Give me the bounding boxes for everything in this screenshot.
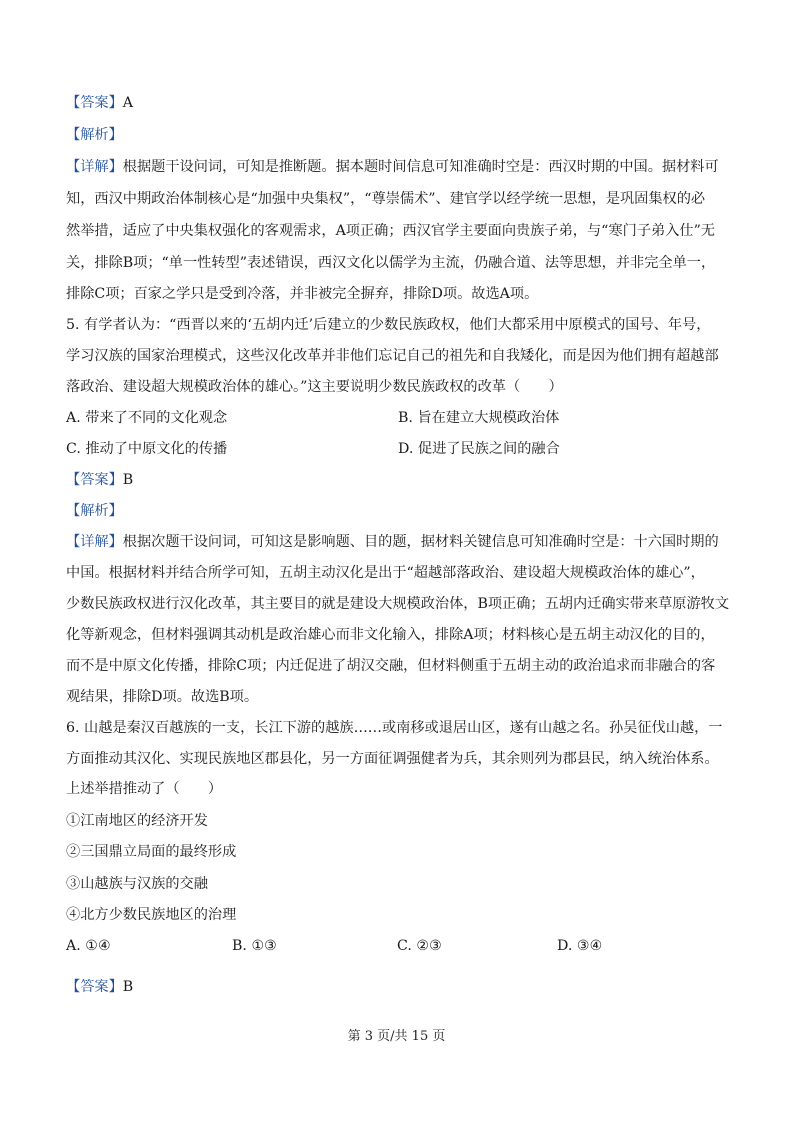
q4-detail-line: 关，排除B项；“单一性转型”表述错误，西汉文化以儒学为主流，仍融合道、法等思想，并非完全单一，	[66, 255, 716, 271]
answer-tag: 【答案】	[66, 472, 123, 488]
q5-answer	[66, 469, 736, 491]
q6-item: ②三国鼎立局面的最终形成	[66, 844, 237, 860]
q4-detail-line	[66, 156, 736, 178]
q6-option-c: C. ②③	[397, 938, 442, 954]
q5-option-c: C. 推动了中原文化的传播	[66, 441, 228, 457]
q6-item: ③山越族与汉族的交融	[66, 876, 208, 892]
detail-text: 根据次题干设问词，可知这是影响题、目的题，据材料关键信息可知准确时空是：十六国时期的	[122, 534, 719, 550]
q5-option-b: B. 旨在建立大规模政治体	[398, 410, 560, 426]
answer-tag: 【答案】	[66, 979, 123, 995]
page-footer: 第 3 页/共 15 页	[347, 1029, 446, 1044]
q6-answer	[66, 976, 736, 998]
answer-tag: 【答案】	[66, 95, 123, 111]
q6-option-a: A. ①④	[66, 938, 111, 954]
q4-answer	[66, 92, 736, 114]
q4-detail-line: 排除C项；百家之学只是受到冷落，并非被完全摒弃，排除D项。故选A项。	[66, 286, 539, 302]
q5-detail-line: 观结果，排除D项。故选B项。	[66, 689, 259, 705]
detail-text: 根据题干设问词，可知是推断题。据本题时间信息可知准确时空是：西汉时期的中国。据材料可	[122, 159, 719, 175]
q6-stem-line: 6. 山越是秦汉百越族的一支，长江下游的越族……或南移或退居山区，遂有山越之名。孙吴征伐山越，一	[66, 720, 723, 736]
q5-stem-line: 落政治、建设超大规模政治体的雄心。”这主要说明少数民族政权的改革（ ）	[66, 379, 563, 395]
q6-stem-line: 上述举措推动了（ ）	[66, 781, 223, 797]
q6-option-d: D. ③④	[557, 938, 603, 954]
q5-detail-line: 化等新观念，但材料强调其动机是政治雄心而非文化输入，排除A项；材料核心是五胡主动汉化的目的，	[66, 627, 715, 643]
q5-analysis-tag: 【解析】	[66, 503, 123, 519]
q5-detail-line	[66, 531, 736, 553]
q6-item: ①江南地区的经济开发	[66, 813, 208, 829]
q6-stem-line: 方面推动其汉化、实现民族地区郡县化，另一方面征调强健者为兵，其余则列为郡县民，纳入统治体系。	[66, 751, 719, 767]
q6-option-b: B. ①③	[232, 938, 277, 954]
detail-tag: 【详解】	[66, 534, 123, 550]
q5-detail-line: 中国。根据材料并结合所学可知，五胡主动汉化是出于“超越部落政治、建设超大规模政治体的雄心”，	[66, 565, 705, 581]
q5-option-d: D. 促进了民族之间的融合	[398, 441, 560, 457]
q5-detail-line: 少数民族政权进行汉化改革，其主要目的就是建设大规模政治体，B项正确；五胡内迁确实带来草原游牧文	[66, 596, 730, 612]
q4-detail-line: 然举措，适应了中央集权强化的客观需求，A项正确；西汉官学主要面向贵族子弟，与“寒门子弟入仕”无	[66, 223, 716, 239]
answer-value: B	[122, 472, 134, 488]
q5-detail-line: 而不是中原文化传播，排除C项；内迁促进了胡汉交融，但材料侧重于五胡主动的政治追求而非融合的客	[66, 658, 716, 674]
q4-detail-line: 知，西汉中期政治体制核心是“加强中央集权”，“尊崇儒术”、建官学以经学统一思想，是巩固集权的必	[66, 191, 706, 207]
detail-tag: 【详解】	[66, 159, 123, 175]
q6-item: ④北方少数民族地区的治理	[66, 907, 237, 923]
q4-analysis-tag: 【解析】	[66, 127, 123, 143]
answer-value: A	[122, 95, 134, 111]
q5-option-a: A. 带来了不同的文化观念	[66, 410, 228, 426]
q5-stem-line: 5. 有学者认为：“西晋以来的‘五胡内迁’后建立的少数民族政权，他们大都采用中原模式的国号、年号，	[66, 317, 711, 333]
q5-stem-line: 学习汉族的国家治理模式，这些汉化改革并非他们忘记自己的祖先和自我矮化，而是因为他们拥有超越部	[66, 348, 719, 364]
answer-value: B	[122, 979, 134, 995]
